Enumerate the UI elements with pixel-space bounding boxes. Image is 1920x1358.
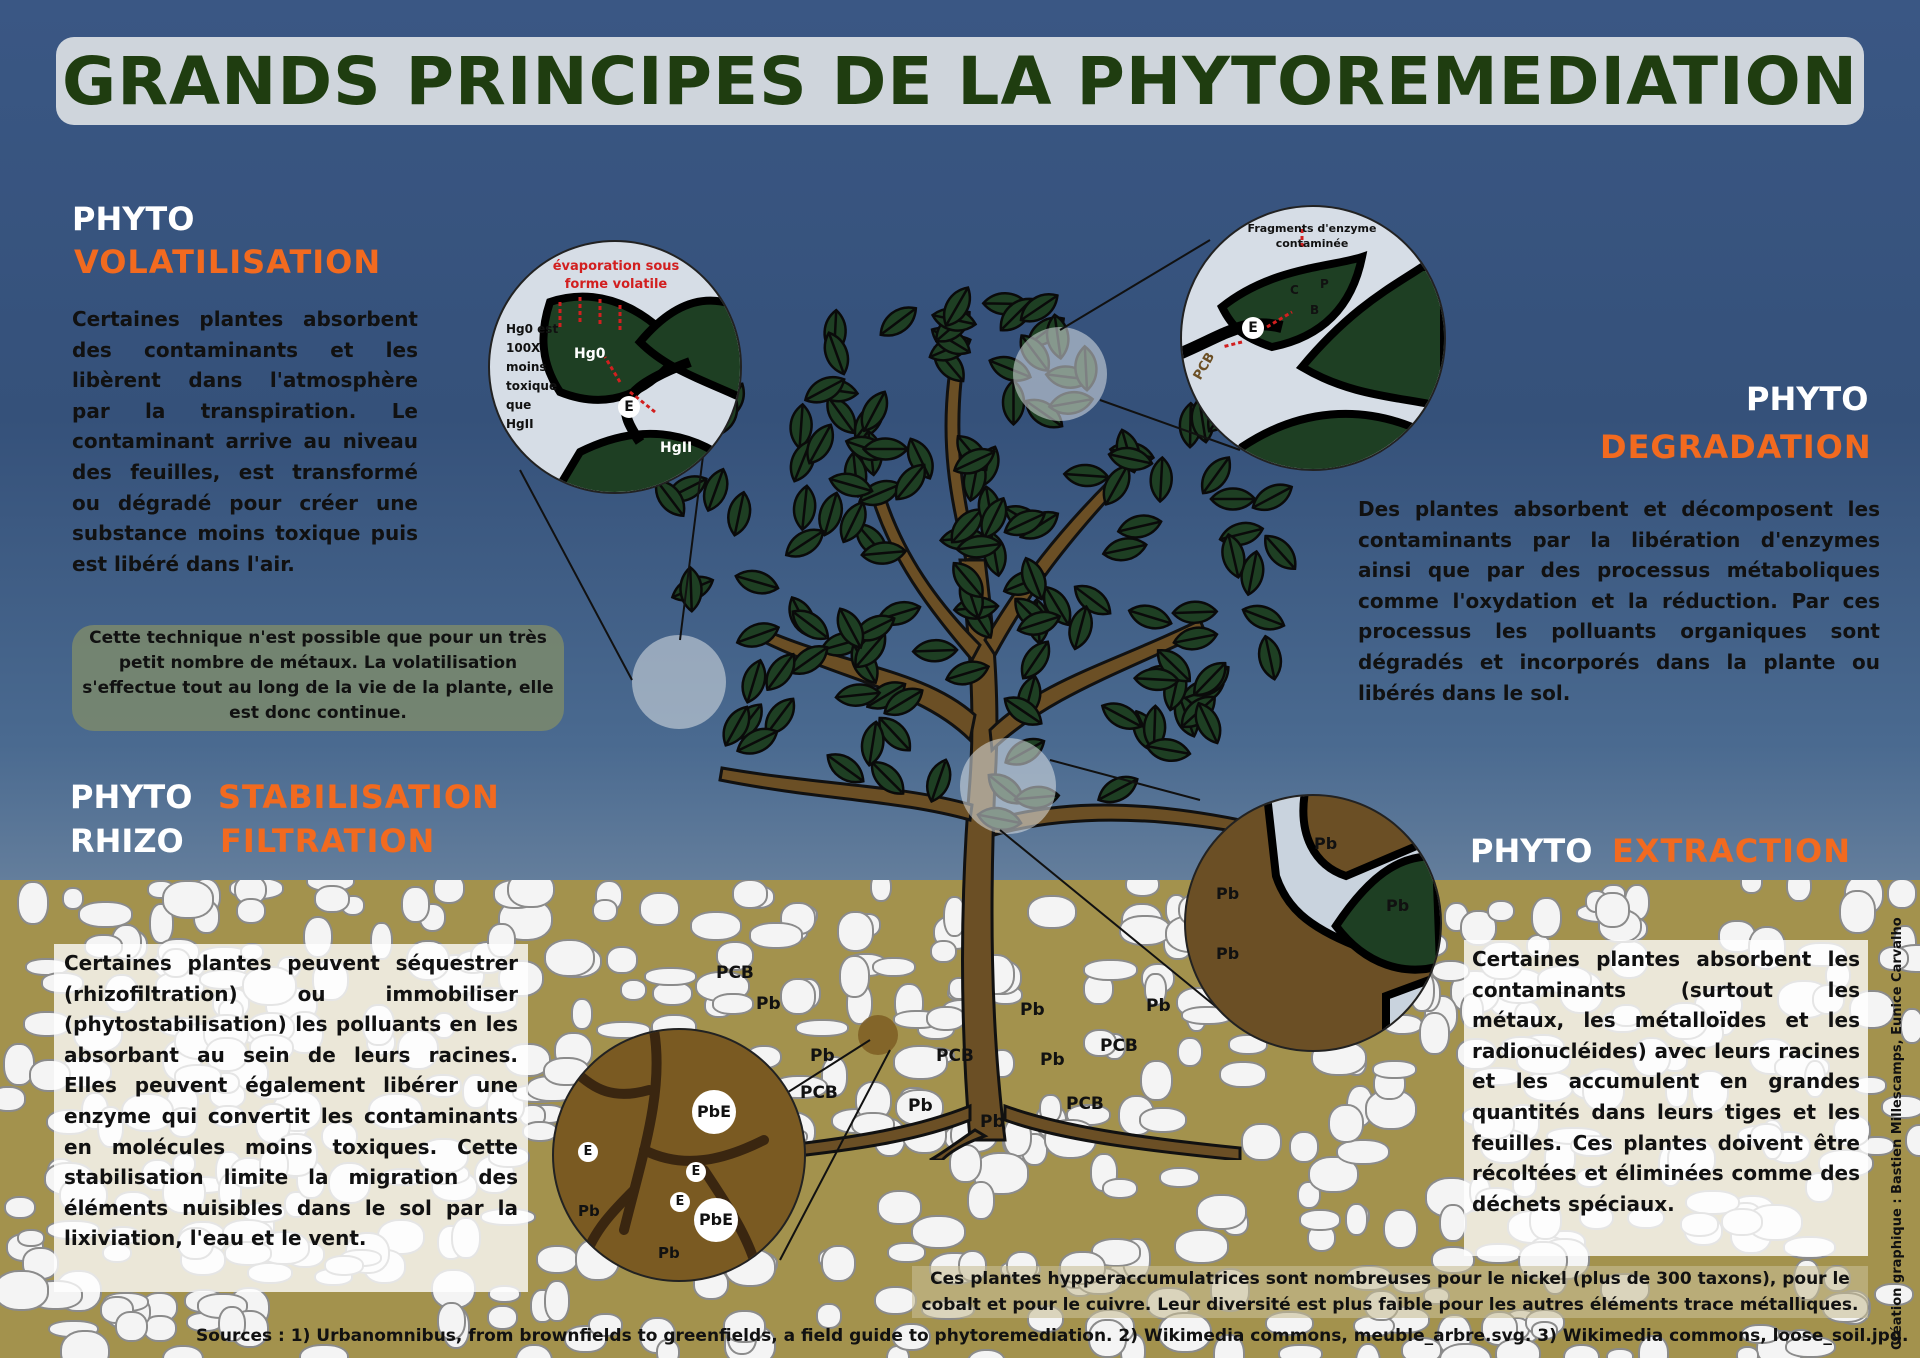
fragment-b: B — [1310, 303, 1320, 317]
enzyme-badge: E — [618, 396, 640, 418]
enzyme-badge: E — [670, 1192, 690, 1212]
fragment-p: P — [1320, 277, 1329, 291]
pollutant-label: PCB — [716, 963, 754, 983]
pollutant-label: PCB — [1066, 1094, 1104, 1114]
volatilisation-heading: VOLATILISATION — [74, 243, 382, 281]
enzyme-badge: E — [686, 1162, 706, 1182]
pollutant-label: PCB — [1100, 1036, 1138, 1056]
zoom-stabilisation — [552, 1028, 806, 1282]
volatilisation-description: Certaines plantes absorbent des contaminants et les libèrent dans l'atmosphère par la transpiration. Le contaminant arrive au niveau des feuilles, est transformé ou dégradé pour créer une substance moins toxique puis est libéré dans l'air. — [72, 307, 418, 576]
stabilisation-description: Certaines plantes peuvent séquestrer (rhizofiltration) ou immobiliser (phytostabilisation) les polluants en les absorbant au sein de leurs racines. Elles peuvent également libérer une enzyme qui convertit les contaminants en molécules moins toxiques. Cette stabilisation limite la migration des éléments nuisibles dans le sol par la lixiviation, l'eau et le vent. — [64, 951, 518, 1251]
degradation-description: Des plantes absorbent et décomposent les contaminants par la libération d'enzymes ainsi que par des processus métaboliques comme l'oxydation et la réduction. Par ces processus les polluants organiques sont dégradés et incorporés dans la plante ou libérés dans le sol. — [1358, 497, 1880, 705]
stem-closeup-icon — [1186, 796, 1440, 1050]
pollutant-label: Pb — [1040, 1050, 1065, 1070]
pb-label: Pb — [1216, 884, 1240, 903]
zoom-degradation — [1180, 205, 1446, 471]
volatile-caption: évaporation sous forme volatile — [552, 259, 680, 292]
enzyme-badge: E — [1242, 317, 1264, 339]
pollutant-label: Pb — [1146, 996, 1171, 1016]
pbe-complex: PbE — [694, 1198, 738, 1242]
stabilisation-heading-prefix: PHYTO — [70, 778, 193, 816]
rhizofiltration-heading-prefix: RHIZO — [70, 822, 184, 860]
zoom-volatilisation — [488, 240, 742, 494]
extraction-heading: EXTRACTION — [1612, 832, 1851, 870]
zoom-extraction — [1184, 794, 1442, 1052]
fragment-c: C — [1290, 283, 1299, 297]
rhizofiltration-heading: FILTRATION — [220, 822, 436, 860]
pollutant-label: Pb — [1020, 1000, 1045, 1020]
pcb-label: PCB — [1190, 350, 1219, 383]
hg-toxicity-note: Hg0 est 100X moins toxique que HgII — [506, 322, 559, 431]
graphic-credit: Création graphique : Bastien Millescamps, Eunice Carvalho — [1890, 917, 1905, 1350]
volatilisation-heading-prefix: PHYTO — [72, 200, 195, 238]
degradation-heading-prefix: PHYTO — [1746, 380, 1869, 418]
extraction-note: Ces plantes hypperaccumulatrices sont nombreuses pour le nickel (plus de 300 taxons), pour le cobalt et pour le cuivre. Leur diversité est plus faible pour les autres éléments trace métalliques. — [921, 1269, 1859, 1315]
pbe-complex: PbE — [692, 1090, 736, 1134]
enzyme-badge: E — [578, 1142, 598, 1162]
pb-label: Pb — [1386, 896, 1410, 915]
pollutant-label: Pb — [980, 1112, 1005, 1132]
pb-label: Pb — [1314, 834, 1338, 853]
hg0-label: Hg0 — [574, 346, 606, 362]
degradation-heading: DEGRADATION — [1600, 428, 1872, 466]
pb-label: Pb — [578, 1202, 600, 1220]
page-title: GRANDS PRINCIPES DE LA PHYTOREMEDIATION — [62, 42, 1858, 120]
volatilisation-note: Cette technique n'est possible que pour un très petit nombre de métaux. La volatilisation s'effectue tout au long de la vie de la plante, elle est donc continue. — [82, 628, 554, 723]
stabilisation-heading: STABILISATION — [218, 778, 500, 816]
pb-label: Pb — [658, 1244, 680, 1262]
pb-label: Pb — [1216, 944, 1240, 963]
hgii-label: HgII — [660, 440, 693, 456]
enzyme-fragments-caption: Fragments d'enzyme contaminée — [1247, 222, 1377, 250]
extraction-description: Certaines plantes absorbent les contaminants (surtout les métaux, les métalloïdes et les radionucléides) avec leurs racines et les accumulent en grandes quantités dans leurs tiges et les feuilles. Ces plantes doivent être récoltées et éliminées comme des déchets spéciaux. — [1472, 947, 1860, 1216]
pollutant-label: Pb — [810, 1046, 835, 1066]
pollutant-label: PCB — [936, 1046, 974, 1066]
pollutant-label: PCB — [800, 1083, 838, 1103]
extraction-heading-prefix: PHYTO — [1470, 832, 1593, 870]
pollutant-label: Pb — [908, 1096, 933, 1116]
sources-footer: Sources : 1) Urbanomnibus, from brownfields to greenfields, a field guide to phytoremediation. 2) Wikimedia commons, meuble_arbre.svg. 3) Wikimedia commons, loose_soil.jpg. — [196, 1326, 1909, 1346]
pollutant-label: Pb — [756, 994, 781, 1014]
